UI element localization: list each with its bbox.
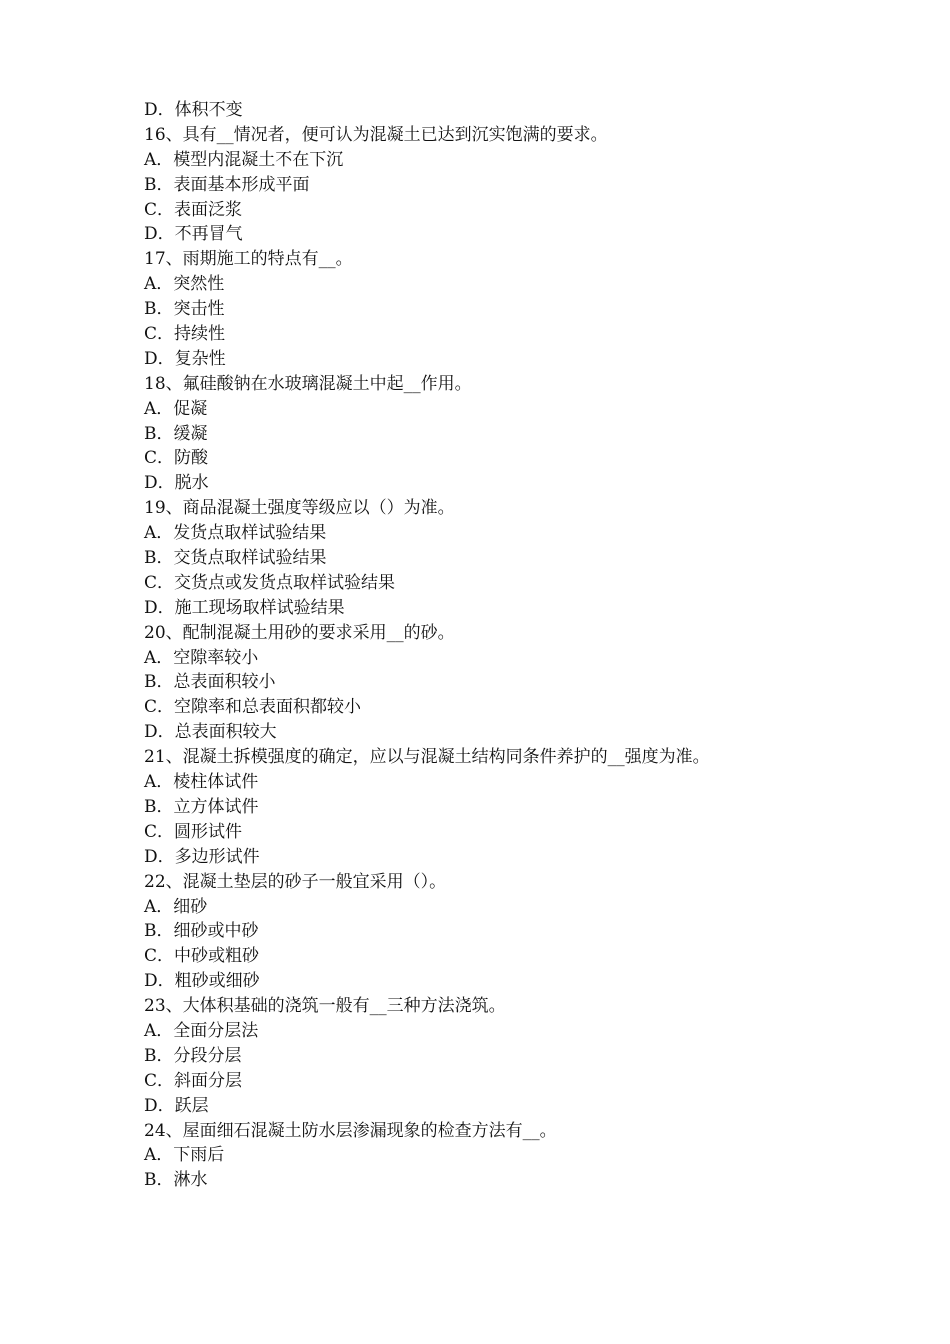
option-line: C．圆形试件 xyxy=(144,821,243,842)
option-line: C．持续性 xyxy=(144,324,226,345)
option-line: D．施工现场取样试验结果 xyxy=(144,597,345,618)
option-line: D．复杂性 xyxy=(144,348,226,369)
option-line: B．突击性 xyxy=(144,299,225,320)
option-line: D．总表面积较大 xyxy=(144,722,277,743)
option-line: B．缓凝 xyxy=(144,423,208,444)
option-line: C．中砂或粗砂 xyxy=(144,946,260,967)
question-line: 23、大体积基础的浇筑一般有__三种方法浇筑。 xyxy=(144,996,506,1017)
option-line: A．下雨后 xyxy=(144,1145,225,1166)
option-line: A．细砂 xyxy=(144,896,208,917)
question-line: 21、混凝土拆模强度的确定，应以与混凝土结构同条件养护的__强度为准。 xyxy=(144,747,710,768)
option-line: B．交货点取样试验结果 xyxy=(144,548,327,569)
question-line: 17、雨期施工的特点有__。 xyxy=(144,249,353,270)
option-line: A．发货点取样试验结果 xyxy=(144,523,327,544)
option-line: A．棱柱体试件 xyxy=(144,772,259,793)
option-line: D．脱水 xyxy=(144,473,209,494)
option-line: D．体积不变 xyxy=(144,100,243,120)
option-line: B．淋水 xyxy=(144,1170,208,1191)
option-line: D．粗砂或细砂 xyxy=(144,971,260,992)
option-line: D．跃层 xyxy=(144,1095,209,1116)
question-line: 22、混凝土垫层的砂子一般宜采用（）。 xyxy=(144,871,447,892)
option-line: D．多边形试件 xyxy=(144,846,260,867)
question-line: 20、配制混凝土用砂的要求采用__的砂。 xyxy=(144,622,455,643)
option-line: B．立方体试件 xyxy=(144,796,259,817)
option-line: A．模型内混凝土不在下沉 xyxy=(144,149,344,170)
option-line: D．不再冒气 xyxy=(144,224,243,245)
question-line: 19、商品混凝土强度等级应以（）为准。 xyxy=(144,498,455,519)
document-body xyxy=(144,98,844,1193)
option-line: C．交货点或发货点取样试验结果 xyxy=(144,572,396,593)
option-line: C．表面泛浆 xyxy=(144,199,243,220)
option-line: B．分段分层 xyxy=(144,1045,242,1066)
option-line: B．表面基本形成平面 xyxy=(144,174,310,195)
option-line: C．防酸 xyxy=(144,448,209,469)
question-line: 18、氟硅酸钠在水玻璃混凝土中起__作用。 xyxy=(144,373,472,394)
option-line: A．促凝 xyxy=(144,398,208,419)
option-line: B．细砂或中砂 xyxy=(144,921,259,942)
question-line: 24、屋面细石混凝土防水层渗漏现象的检查方法有__。 xyxy=(144,1120,557,1141)
option-line: A．突然性 xyxy=(144,274,225,295)
option-line: A．全面分层法 xyxy=(144,1020,259,1041)
option-line: C．空隙率和总表面积都较小 xyxy=(144,697,362,718)
option-line: C．斜面分层 xyxy=(144,1070,243,1091)
question-line: 16、具有__情况者，便可认为混凝土已达到沉实饱满的要求。 xyxy=(144,124,608,145)
option-line: A．空隙率较小 xyxy=(144,647,259,668)
option-line: B．总表面积较小 xyxy=(144,672,276,693)
